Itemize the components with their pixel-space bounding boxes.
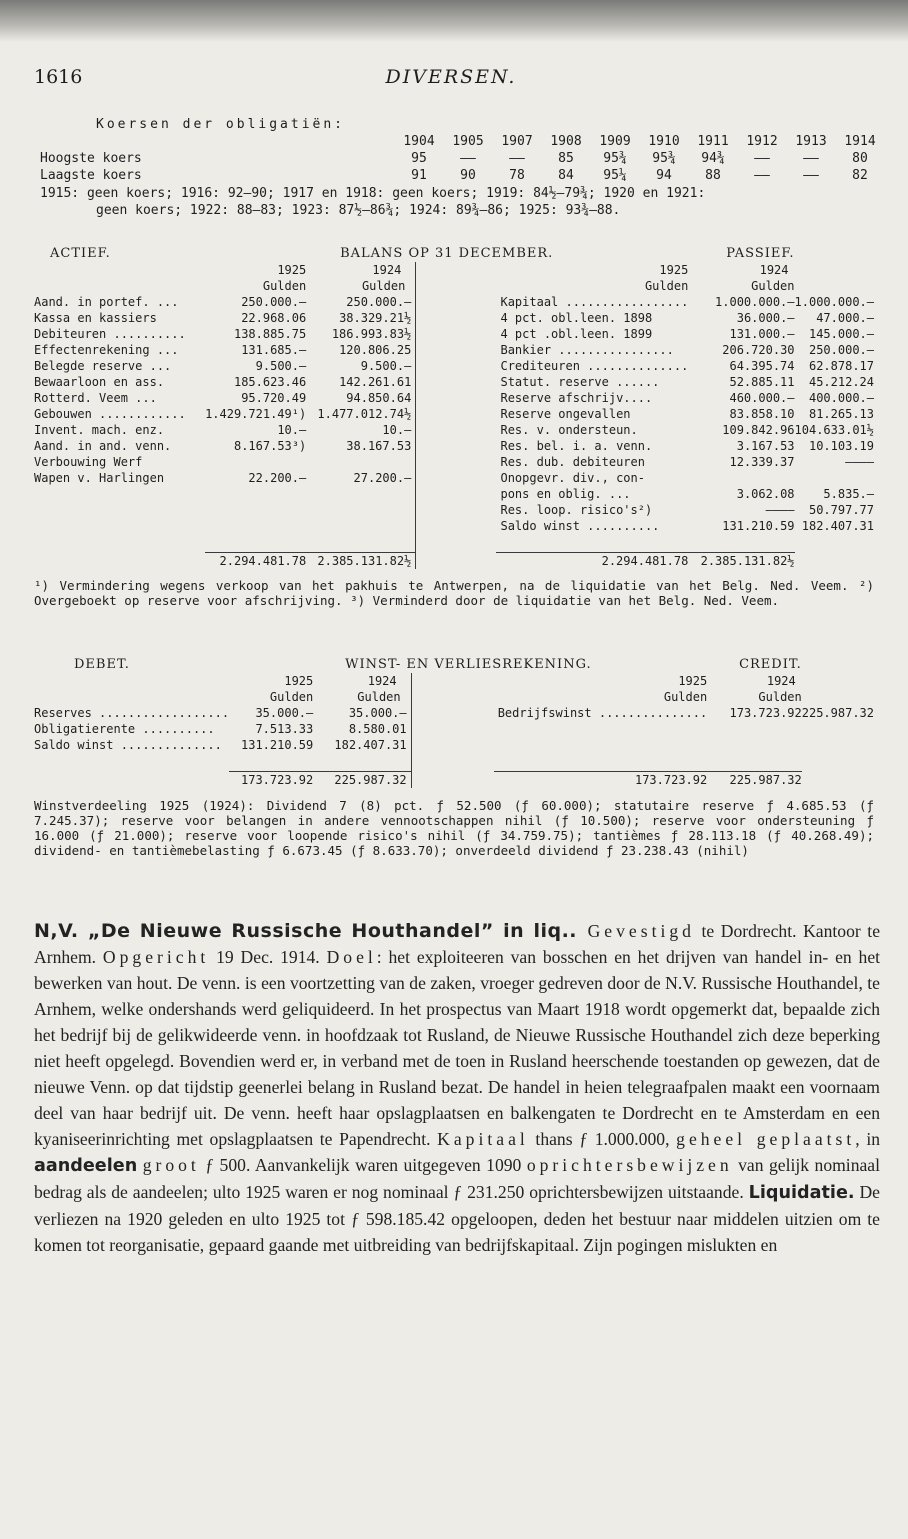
ledger-value: 35.000.— <box>255 706 314 720</box>
ledger-value: 186.993.83½ <box>331 327 412 341</box>
article-text: thans ƒ 1.000.000, <box>528 1129 677 1149</box>
ledger-row <box>34 326 874 342</box>
ledger-value: 131.000.— <box>729 327 795 341</box>
ledger-value: 131.685.— <box>241 343 307 357</box>
ledger-label: Wapen v. Harlingen <box>34 471 165 485</box>
ledger-value: 7.513.33 <box>255 722 314 736</box>
ledger-value: 250.000.— <box>346 295 412 309</box>
credit-title: CREDIT. <box>739 657 802 672</box>
ledger-row <box>34 438 874 454</box>
ledger-row <box>34 406 874 422</box>
article-text: Opgericht <box>102 947 210 967</box>
company-name: N,V. „De Nieuwe Russische Houthandel” in liq.. <box>34 920 578 942</box>
price-cell: —— <box>754 151 770 166</box>
ledger-label: Res. bel. i. a. venn. <box>500 439 653 453</box>
price-cell: 1907 <box>501 134 533 149</box>
ledger-value: 27.200.— <box>353 471 412 485</box>
ledger-value: 5.835.— <box>823 487 874 501</box>
empty-cell <box>205 518 306 534</box>
price-cell: 84 <box>558 168 574 183</box>
ledger-value: 104.633.01½ <box>794 423 874 437</box>
ledger-row <box>34 486 874 502</box>
column-rule <box>416 358 497 374</box>
ledger-value: 52.885.11 <box>729 375 795 389</box>
unit-header: Gulden <box>751 279 795 293</box>
ledger-value: 185.623.46 <box>233 375 307 389</box>
price-cell: 95 <box>411 151 427 166</box>
ledger-value: 400.000.— <box>808 391 874 405</box>
year-header: 1924 <box>759 263 789 277</box>
passief-title: PASSIEF. <box>726 246 795 261</box>
ledger-value: 62.878.17 <box>808 359 874 373</box>
ledger-label: pons en oblig. ... <box>500 487 631 501</box>
ledger-label: Invent. mach. enz. <box>34 423 165 437</box>
article-text: aandeelen <box>34 1156 138 1176</box>
empty-cell <box>306 518 416 534</box>
price-cell: —— <box>803 151 819 166</box>
ledger-value: 47.000.— <box>816 311 874 325</box>
ledger-value: 50.797.77 <box>808 503 874 517</box>
ledger-value: 1.477.012.74½ <box>317 407 412 421</box>
ledger-label: Bedrijfswinst ............... <box>497 706 708 720</box>
unit-header: Gulden <box>644 279 689 293</box>
ledger-value: 145.000.— <box>808 327 874 341</box>
column-rule <box>416 310 497 326</box>
ledger-value: 225.987.32 <box>801 706 874 720</box>
unit-header: Gulden <box>361 279 406 293</box>
page-number: 1616 <box>34 66 83 88</box>
ledger-row <box>34 374 874 390</box>
total-passief-1924: 2.385.131.82½ <box>688 553 794 570</box>
ledger-value: 138.885.75 <box>233 327 307 341</box>
ledger-label: Res. dub. debiteuren <box>500 455 645 469</box>
ledger-value: 142.261.61 <box>339 375 412 389</box>
column-rule <box>416 454 497 470</box>
ledger-value: 94.850.64 <box>346 391 412 405</box>
ledger-row <box>34 705 874 721</box>
column-rule <box>411 721 494 737</box>
article-text: : het exploiteeren van bosschen en het drijven van handel in- en het bewerken van hout. De venn. is een voortzetting van de zaken, vroeger gedreven door de N.V. Russische Houthandel, te Arnhem, welke ondershands werd geliquideerd. In het prospectus van Maart 1918 wordt opgemerkt dat, bepaalde zich het bedrijf bij de gelikwideerde venn. in hoofdzaak tot Rusland, de Nieuwe Russische Houthandel zich deze beperking niet heeft opgelegd. Bovendien werd er, in verband met de toen in Rusland heerschende toestanden op gewezen, dat de nieuwe Venn. op dat tijdstip geenerlei belang in Rusland bezat. De handel in heien telegraafpalen maakt een voornaam deel van haar bedrijf uit. De venn. heeft haar opslagplaatsen en balkengaten te Dordrecht en te Amsterdam en een kyaniseerinrichting met opslagplaatsen te Papendrecht. <box>34 947 881 1149</box>
ledger-value: 22.968.06 <box>241 311 307 325</box>
column-rule <box>416 342 497 358</box>
ledger-value: 10.— <box>277 423 307 437</box>
price-cell: 85 <box>558 151 574 166</box>
price-cell: 1914 <box>844 134 876 149</box>
ledger-label: Bankier ................ <box>500 343 674 357</box>
article-text: geheel geplaatst <box>676 1129 856 1149</box>
ledger-value: 10.— <box>382 423 412 437</box>
column-rule <box>416 438 497 454</box>
ledger-label: Obligatierente .......... <box>34 722 215 736</box>
unit-header: Gulden <box>357 690 401 704</box>
price-cell: 1904 <box>403 134 435 149</box>
article-text: Kapitaal <box>437 1129 529 1149</box>
price-cell: 88 <box>705 168 721 183</box>
article-text: ƒ 500. Aanvankelijk waren uitgegeven 1090 <box>199 1155 527 1175</box>
empty-cell <box>205 486 306 502</box>
article-text: te Dordrecht. Kantoor te Arnhem. <box>34 921 880 967</box>
ledger-value: 3.167.53 <box>736 439 795 453</box>
column-rule <box>416 374 497 390</box>
ledger-label: Belegde reserve ... <box>34 359 172 373</box>
column-rule <box>416 486 497 502</box>
ledger-label: Kassa en kassiers <box>34 311 157 325</box>
section-title: DIVERSEN. <box>385 66 517 88</box>
ledger-value: 173.723.92 <box>729 706 802 720</box>
empty-cell <box>707 721 802 737</box>
price-note: geen koers; 1922: 88—83; 1923: 87½—86¾; 1924: 89¾—86; 1925: 93¾—88. <box>96 203 621 218</box>
profit-loss-title: WINST- EN VERLIESREKENING. <box>345 657 592 672</box>
column-rule <box>416 406 497 422</box>
total-credit-1924: 225.987.32 <box>707 772 802 789</box>
ledger-label: Aand. in and. venn. <box>34 439 172 453</box>
ledger-label: 4 pct .obl.leen. 1899 <box>500 327 653 341</box>
ledger-row <box>34 737 874 753</box>
price-cell: —— <box>754 168 770 183</box>
price-cell: —— <box>509 151 525 166</box>
ledger-label: Res. v. ondersteun. <box>500 423 638 437</box>
article-text: , in <box>855 1129 880 1149</box>
column-rule <box>416 470 497 486</box>
price-cell: 95¾ <box>603 151 627 166</box>
ledger-label: Gebouwen ............ <box>34 407 186 421</box>
ledger-label: Crediteuren .............. <box>500 359 689 373</box>
article-text: De verliezen na 1920 geleden en ulto 1925 tot ƒ 598.185.42 opgeloopen, deden het bestuur naar middelen uitzien om te komen tot reorganisatie, gepaard gaande met uitbreiding van bedrijfskapitaal. Zijn pogingen mislukten en <box>34 1182 880 1255</box>
empty-cell <box>34 502 205 518</box>
ledger-value: 182.407.31 <box>801 519 874 533</box>
ledger-value: 3.062.08 <box>736 487 795 501</box>
total-credit-1925: 173.723.92 <box>494 772 708 789</box>
year-header: 1924 <box>367 674 397 688</box>
unit-header: Gulden <box>262 279 307 293</box>
ledger-row <box>34 721 874 737</box>
price-cell: 91 <box>411 168 427 183</box>
ledger-label: Bewaarloon en ass. <box>34 375 165 389</box>
running-header <box>34 66 868 96</box>
ledger-value: 182.407.31 <box>334 738 407 752</box>
ledger-value: 9.500.— <box>255 359 307 373</box>
ledger-label: Effectenrekening ... <box>34 343 179 357</box>
article-text: oprichtersbewijzen <box>526 1155 733 1175</box>
total-actief-1924: 2.385.131.82½ <box>306 553 416 570</box>
year-header: 1924 <box>766 674 796 688</box>
profit-distribution: Winstverdeeling 1925 (1924): Dividend 7 (8) pct. ƒ 52.500 (ƒ 60.000); statutaire reserve ƒ 4.685.53 (ƒ 7.245.37); reserve voor belangen in andere vennootschappen nihil (ƒ 10.500); reserve voor ondersteuning ƒ 16.000 (ƒ 21.000); reserve voor loopende risico's nihil (ƒ 34.759.75); tantièmes ƒ 28.113.18 (ƒ 40.268.49); dividend- en tantièmebelasting ƒ 6.673.45 (ƒ 8.633.70); onverdeeld dividend ƒ 23.238.43 (nihil) <box>34 798 874 858</box>
ledger-row <box>34 518 874 534</box>
price-cell: 1908 <box>550 134 582 149</box>
bond-price-block <box>40 116 880 219</box>
ledger-value: 10.103.19 <box>808 439 874 453</box>
ledger-value: 120.806.25 <box>339 343 412 357</box>
price-cell: 82 <box>852 168 868 183</box>
ledger-value: 45.212.24 <box>808 375 874 389</box>
ledger-value: 250.000.— <box>241 295 307 309</box>
ledger-value: ———— <box>765 503 795 517</box>
ledger-label: Reserves .................. <box>34 706 230 720</box>
ledger-label: Statut. reserve ...... <box>500 375 660 389</box>
article-text: Doel <box>326 947 377 967</box>
actief-title: ACTIEF. <box>50 246 111 261</box>
article-text: 19 Dec. 1914. <box>209 947 327 967</box>
empty-cell <box>205 502 306 518</box>
ledger-label: Rotterd. Veem ... <box>34 391 157 405</box>
ledger-label: Reserve ongevallen <box>500 407 631 421</box>
high-price-row <box>40 150 880 167</box>
ledger-value: 1.000.000.— <box>715 295 795 309</box>
year-header: 1925 <box>678 674 708 688</box>
ledger-label: Saldo winst .............. <box>34 738 222 752</box>
price-cell: 1913 <box>795 134 827 149</box>
empty-cell <box>306 486 416 502</box>
price-cell: 94 <box>656 168 672 183</box>
ledger-value: ———— <box>845 455 874 469</box>
ledger-value: 1.000.000.— <box>794 295 874 309</box>
ledger-value: 460.000.— <box>729 391 795 405</box>
ledger-value: 38.329.21½ <box>339 311 412 325</box>
unit-header: Gulden <box>663 690 708 704</box>
balance-sheet <box>34 246 874 569</box>
ledger-row <box>34 390 874 406</box>
price-cell: 1905 <box>452 134 484 149</box>
ledger-value: 8.580.01 <box>348 722 407 736</box>
price-cell: 1911 <box>697 134 729 149</box>
profit-loss-table <box>34 657 874 788</box>
ledger-value: 95.720.49 <box>241 391 307 405</box>
total-passief-1925: 2.294.481.78 <box>496 553 688 570</box>
total-debet-1924: 225.987.32 <box>313 772 411 789</box>
empty-cell <box>34 518 205 534</box>
ledger-value: 131.210.59 <box>722 519 795 533</box>
unit-header: Gulden <box>269 690 314 704</box>
company-article <box>34 918 880 1258</box>
profit-loss-account <box>34 657 874 788</box>
column-rule <box>416 326 497 342</box>
column-rule <box>411 705 494 721</box>
ledger-value: 1.429.721.49¹) <box>205 407 307 421</box>
price-cell: 1912 <box>746 134 778 149</box>
ledger-row <box>34 502 874 518</box>
ledger-value: 109.842.96 <box>722 423 795 437</box>
ledger-value: 36.000.— <box>736 311 795 325</box>
balance-title: BALANS OP 31 DECEMBER. <box>340 246 554 261</box>
column-rule <box>416 422 497 438</box>
column-rule <box>416 294 497 310</box>
ledger-value: 83.858.10 <box>729 407 795 421</box>
ledger-row <box>34 422 874 438</box>
ledger-value <box>795 470 874 486</box>
ledger-row <box>34 358 874 374</box>
ledger-label: Verbouwing Werf <box>34 455 143 469</box>
ledger-label: Debiteuren .......... <box>34 327 186 341</box>
column-rule <box>416 390 497 406</box>
ledger-label: Saldo winst .......... <box>500 519 660 533</box>
ledger-label: Res. loop. risico's²) <box>500 503 653 517</box>
article-text: Liquidatie. <box>748 1183 855 1203</box>
ledger-value: 9.500.— <box>360 359 412 373</box>
bond-price-heading: Koersen der obligatiën: <box>96 117 346 132</box>
ledger-value: 250.000.— <box>808 343 874 357</box>
ledger-label: 4 pct. obl.leen. 1898 <box>500 311 653 325</box>
price-cell: —— <box>460 151 476 166</box>
empty-cell <box>306 502 416 518</box>
ledger-row <box>34 310 874 326</box>
ledger-value <box>688 470 794 486</box>
ledger-value <box>306 454 416 470</box>
price-cell: 95¾ <box>652 151 676 166</box>
column-rule <box>416 518 497 534</box>
article-text: Gevestigd <box>577 921 695 941</box>
ledger-value: 8.167.53³) <box>233 439 307 453</box>
price-note: 1915: geen koers; 1916: 92—90; 1917 en 1918: geen koers; 1919: 84½—79¾; 1920 en 1921: <box>40 186 706 201</box>
debet-title: DEBET. <box>74 657 130 672</box>
price-cell: 80 <box>852 151 868 166</box>
low-price-row <box>40 167 880 184</box>
ledger-value: 64.395.74 <box>729 359 795 373</box>
column-rule <box>416 502 497 518</box>
price-cell: 1910 <box>648 134 680 149</box>
ledger-value: 81.265.13 <box>808 407 874 421</box>
ledger-row <box>34 342 874 358</box>
ledger-value: 131.210.59 <box>241 738 314 752</box>
ledger-label: Reserve afschrijv.... <box>500 391 653 405</box>
empty-cell <box>34 486 205 502</box>
ledger-label: Onopgevr. div., con- <box>500 471 645 485</box>
article-text: van gelijk nominaal bedrag als de aandeelen; ulto 1925 waren er nog nominaal ƒ 231.250 oprichtersbewijzen uitstaande. <box>34 1155 880 1202</box>
ledger-value: 38.167.53 <box>346 439 412 453</box>
article-text: groot <box>142 1155 200 1175</box>
price-cell: —— <box>803 168 819 183</box>
unit-header: Gulden <box>758 690 802 704</box>
price-cell: 94¾ <box>701 151 725 166</box>
empty-cell <box>802 737 874 753</box>
ledger-label: Kapitaal ................. <box>500 295 689 309</box>
ledger-label: Aand. in portef. ... <box>34 295 179 309</box>
price-cell: 90 <box>460 168 476 183</box>
year-header: 1925 <box>284 674 314 688</box>
column-rule <box>411 737 494 753</box>
ledger-value <box>205 454 306 470</box>
price-cell: 78 <box>509 168 525 183</box>
year-header: 1924 <box>372 263 402 277</box>
price-cell: 95¼ <box>603 168 627 183</box>
empty-cell <box>494 737 708 753</box>
empty-cell <box>707 737 802 753</box>
scan-edge-shadow <box>0 0 908 42</box>
row-label: Hoogste koers <box>40 151 142 166</box>
ledger-value: 22.200.— <box>248 471 307 485</box>
year-header: 1925 <box>659 263 689 277</box>
year-row <box>40 133 880 150</box>
total-debet-1925: 173.723.92 <box>229 772 313 789</box>
balance-footnotes: ¹) Vermindering wegens verkoop van het pakhuis te Antwerpen, na de liquidatie van het Belg. Ned. Veem. ²) Overgeboekt op reserve voor afschrijving. ³) Verminderd door de liquidatie van het Belg. Ned. Veem. <box>34 578 874 608</box>
ledger-row <box>34 470 874 486</box>
ledger-row <box>34 454 874 470</box>
total-actief-1925: 2.294.481.78 <box>205 553 306 570</box>
ledger-value: 12.339.37 <box>729 455 795 469</box>
empty-cell <box>494 721 708 737</box>
balance-table <box>34 246 874 569</box>
ledger-row <box>34 294 874 310</box>
ledger-value: 35.000.— <box>348 706 407 720</box>
ledger-value: 206.720.30 <box>722 343 795 357</box>
year-header: 1925 <box>277 263 307 277</box>
row-label: Laagste koers <box>40 168 142 183</box>
empty-cell <box>802 721 874 737</box>
price-cell: 1909 <box>599 134 631 149</box>
